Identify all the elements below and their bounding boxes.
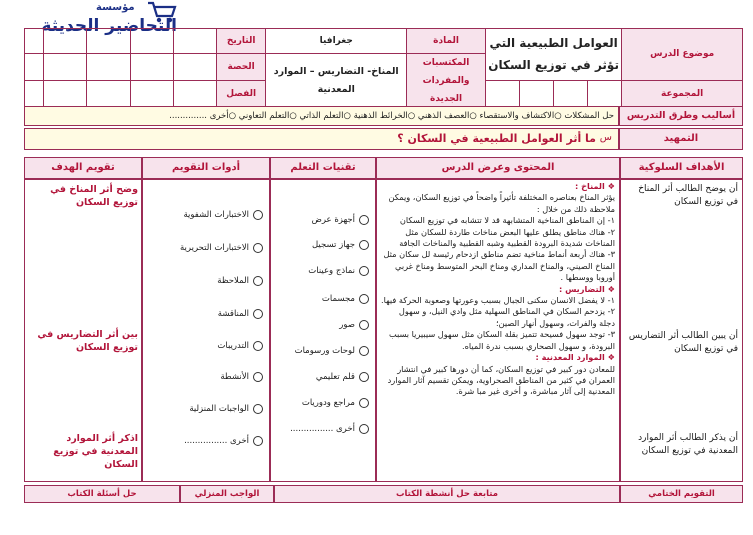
tool-item[interactable]: الملاحظة — [217, 276, 263, 286]
technique-item[interactable]: لوحات ورسومات — [295, 346, 369, 356]
radio-circle-icon[interactable] — [253, 309, 263, 319]
radio-circle-icon[interactable] — [253, 276, 263, 286]
radio-circle-icon[interactable] — [359, 240, 369, 250]
intro-box — [24, 128, 619, 150]
logo-title: التحاضير الحديثة — [41, 16, 177, 36]
content-header: المحتوى وعرض الدرس — [376, 157, 620, 179]
radio-circle-icon[interactable] — [359, 346, 369, 356]
objectives-header: الأهداف السلوكية — [620, 157, 743, 179]
technique-item[interactable]: أخرى ................ — [290, 424, 369, 434]
topic-label: موضوع الدرس — [622, 29, 743, 81]
tool-item[interactable]: الأنشطة — [220, 372, 263, 382]
radio-circle-icon[interactable] — [359, 215, 369, 225]
subject-label: المادة — [407, 29, 486, 54]
technique-item[interactable]: قلم تعليمي — [316, 372, 369, 382]
radio-circle-icon[interactable] — [359, 266, 369, 276]
date-label: التاريخ — [217, 29, 266, 54]
logo-subtitle: مؤسسة — [96, 2, 135, 13]
class-label: الحصة — [217, 54, 266, 81]
terrain-point-2: ٢- يزدحم السكان في المناطق السهلية مثل وادي النيل، و سهول دجلة والفرات، وسهول أنهار الصين؛ — [398, 306, 615, 328]
climate-point-3: ٣- هناك أربعة أنماط مناخية تضم مناطق ازدحام رئيسة لل سكان مثل المناخ الصيني، والمناخ المداري ومناخ البحر المتوسط ومناخ غربي أوروبا ووسطها . — [383, 249, 615, 283]
technique-item[interactable]: مراجع ودوريات — [302, 398, 369, 408]
concepts-value: المناخ- التضاريس – الموارد المعدنية — [266, 54, 407, 109]
technique-item[interactable]: نماذج وعينات — [308, 266, 369, 276]
topic-value: العوامل الطبيعية التي تؤثر في توزيع السكان — [485, 29, 621, 81]
objective-3: أن يذكر الطالب أثر الموارد المعدنية في توزيع السكان — [638, 433, 738, 456]
objective-1: أن يوضح الطالب أثر المناخ في توزيع السكان — [638, 184, 738, 207]
tools-header: أدوات التقويم — [142, 157, 270, 179]
radio-circle-icon[interactable] — [359, 398, 369, 408]
methods-text: حل المشكلات ○الاكتشاف والاستقصاء ○العصف الذهني ○الخرائط الذهنية ○التعلم الذاتي ○التعلم التعاوني ○أخرى .............. — [169, 111, 614, 121]
climate-intro: يؤثر المناخ بعناصره المختلفة تأثيراً واضحاً في توزيع السكان، ويمكن ملاحظة ذلك من خلال : — [388, 192, 615, 214]
section-label: الفصل — [217, 80, 266, 108]
final-evaluation-label: التقويم الختامي — [620, 485, 743, 503]
technique-item[interactable]: مجسمات — [322, 294, 369, 304]
radio-circle-icon[interactable] — [359, 424, 369, 434]
radio-circle-icon[interactable] — [253, 404, 263, 414]
climate-title: ❖ المناخ : — [574, 181, 615, 191]
evaluation-1: وضح أثر المناخ في توزيع السكان — [50, 184, 138, 208]
final-evaluation-value: متابعة حل أنشطة الكتاب — [274, 485, 620, 503]
homework-value: حل أسئلة الكتاب — [24, 485, 180, 503]
radio-circle-icon[interactable] — [359, 294, 369, 304]
technique-item[interactable]: أجهزة عرض — [312, 215, 369, 225]
minerals-title: ❖ الموارد المعدنية : — [535, 352, 615, 363]
methods-box — [24, 106, 619, 126]
concepts-label: المكتسبات والمفردات الجديدة — [407, 54, 486, 109]
homework-label: الواجب المنزلي — [180, 485, 274, 503]
evaluation-2: بين أثر التضاريس في توزيع السكان — [37, 329, 138, 353]
tool-item[interactable]: الاختبارات التحريرية — [180, 243, 263, 253]
minerals-text: للمعادن دور كبير في توزيع السكان، كما أن دورها كبير في انتشار العمران في كثير من المناطق الصحراوية، ويمكن تقسيم آثار الموارد المعدنية إلى آثار مباشرة، و أخرى غير مبا شرة. — [387, 363, 615, 397]
radio-circle-icon[interactable] — [359, 372, 369, 382]
tool-item[interactable]: الاختبارات الشفوية — [183, 210, 263, 220]
terrain-point-3: ٣- توجد سهول فسيحة تتميز بقلة السكان مثل سهول سيبيريا بسبب البرودة، و سهول الصحاري بسبب ندرة المياه. — [388, 329, 615, 351]
intro-question: ما أثر العوامل الطبيعية في السكان ؟ — [397, 132, 596, 145]
tool-item[interactable]: أخرى ................ — [184, 436, 263, 446]
subject-value: جغرافيا — [266, 29, 407, 54]
techniques-header: تقنيات التعلم — [270, 157, 376, 179]
objective-2: أن يبين الطالب أثر التضاريس في توزيع السكان — [628, 331, 738, 354]
methods-label: أساليب وطرق التدريس — [619, 106, 743, 126]
intro-label: التمهيد — [619, 128, 743, 150]
evaluation-3: اذكر أثر الموارد المعدنية في توزيع السكان — [53, 433, 138, 470]
radio-circle-icon[interactable] — [253, 210, 263, 220]
tool-item[interactable]: الواجبات المنزلية — [189, 404, 263, 414]
terrain-title: ❖ التضاريس : — [558, 283, 615, 294]
technique-item[interactable]: جهاز تسجيل — [312, 240, 369, 250]
evaluation-header: تقويم الهدف — [24, 157, 142, 179]
intro-prefix: س — [599, 132, 612, 143]
radio-circle-icon[interactable] — [359, 320, 369, 330]
climate-point-2: ٢- هناك مناطق يطلق عليها البعض مناخات طاردة للسكان مثل المناخات شديدة البرودة القطبية وشبه القطبية والمناخات الجافة — [399, 226, 615, 249]
terrain-point-1: ١- لا يفضل الانسان سكنى الجبال بسبب وعورتها وصعوبة الحركة فيها. — [381, 295, 615, 306]
group-label: المجموعة — [622, 80, 743, 108]
climate-point-1: ١- إن المناطق المناخية المتشابهة قد لا تتشابه في توزيع السكان — [399, 215, 615, 226]
radio-circle-icon[interactable] — [253, 243, 263, 253]
tool-item[interactable]: التدريبات — [217, 341, 263, 351]
tool-item[interactable]: المناقشة — [218, 309, 263, 319]
lesson-content — [381, 181, 615, 398]
radio-circle-icon[interactable] — [253, 372, 263, 382]
technique-item[interactable]: صور — [339, 320, 369, 330]
radio-circle-icon[interactable] — [253, 436, 263, 446]
radio-circle-icon[interactable] — [253, 341, 263, 351]
lesson-header-table — [24, 28, 743, 109]
